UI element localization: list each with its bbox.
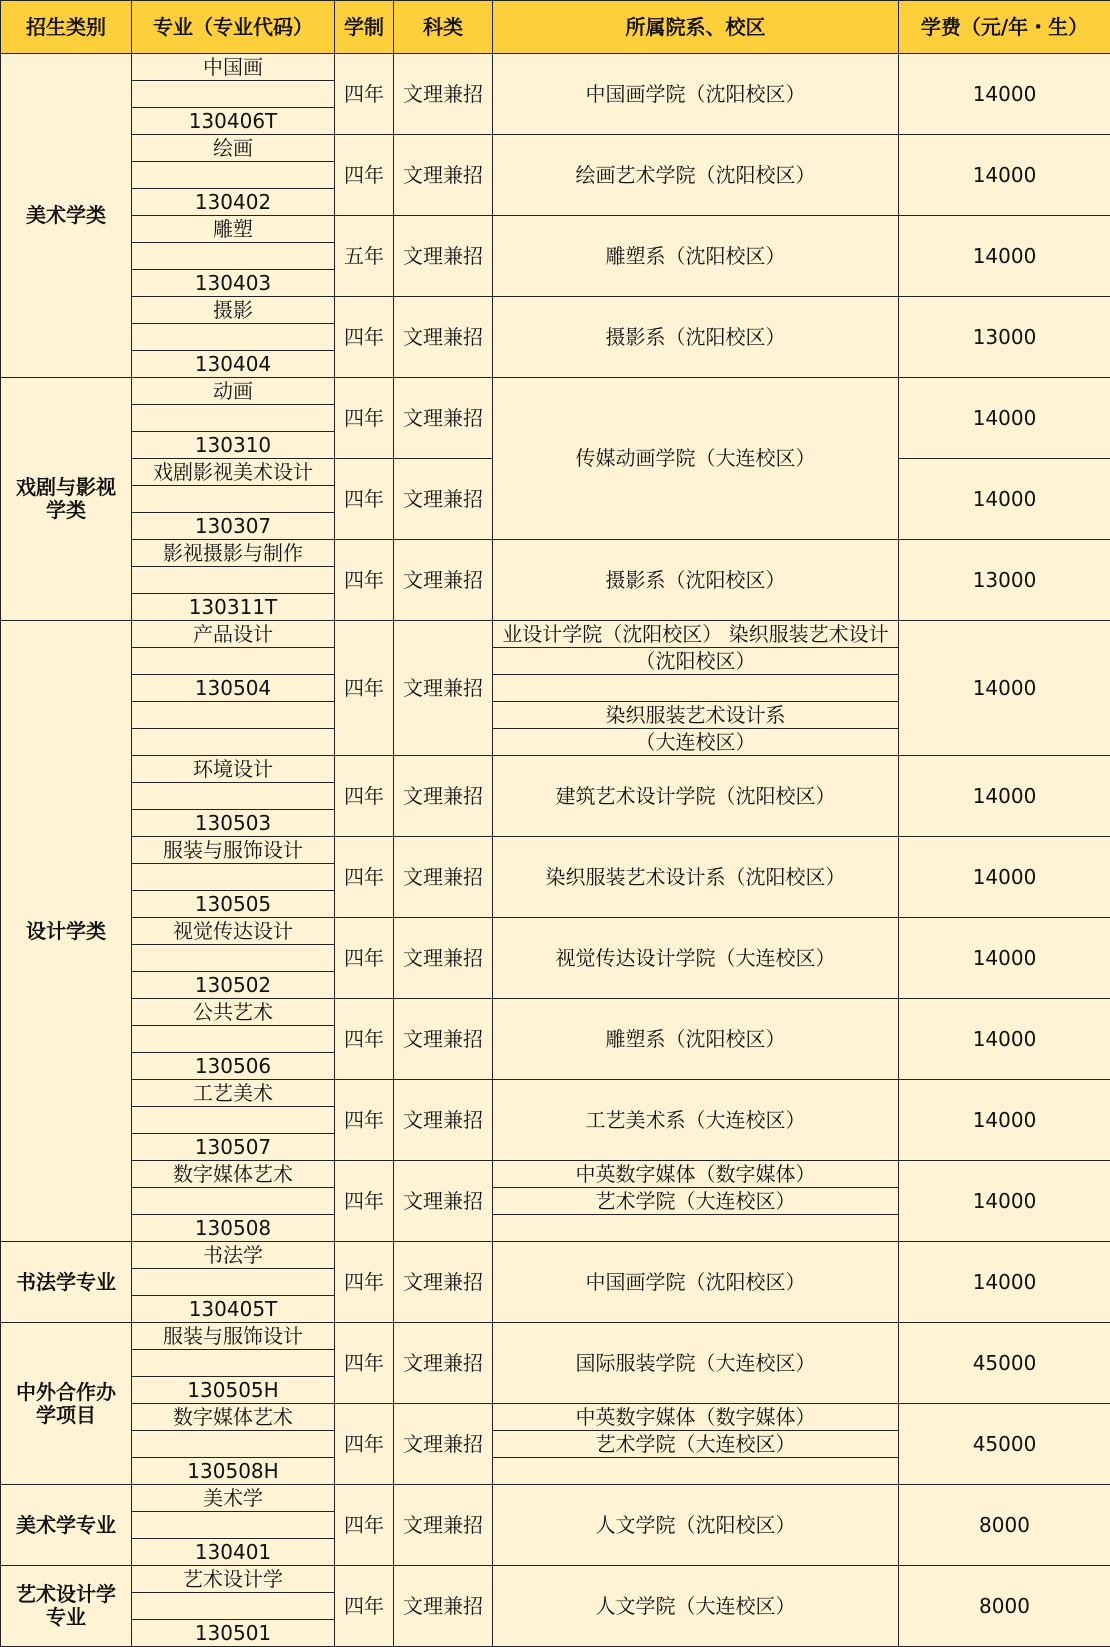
fee-cell: 13000 bbox=[899, 540, 1110, 621]
major-name: 美术学 bbox=[203, 1485, 263, 1510]
subject-cell: 文理兼招 bbox=[394, 1404, 493, 1485]
major-code: 130508H bbox=[132, 1458, 334, 1485]
major-cell bbox=[132, 756, 335, 837]
major-code: 130504 bbox=[132, 675, 334, 702]
major-name: 数字媒体艺术 bbox=[173, 1404, 293, 1429]
table-row bbox=[1, 378, 1110, 459]
major-code: 130307 bbox=[132, 513, 334, 540]
major-cell bbox=[132, 1242, 335, 1323]
duration-cell: 四年 bbox=[335, 135, 394, 216]
fee-cell: 14000 bbox=[899, 999, 1110, 1080]
major-code: 130311T bbox=[132, 594, 334, 621]
duration-cell: 四年 bbox=[335, 459, 394, 540]
major-cell bbox=[132, 378, 335, 459]
fee-cell: 14000 bbox=[899, 918, 1110, 999]
table-row bbox=[1, 621, 1110, 756]
duration-cell: 四年 bbox=[335, 1485, 394, 1566]
major-code: 130505H bbox=[132, 1377, 334, 1404]
fee-cell: 14000 bbox=[899, 1161, 1110, 1242]
subject-cell: 文理兼招 bbox=[394, 135, 493, 216]
fee-cell: 14000 bbox=[899, 756, 1110, 837]
table-row bbox=[1, 1566, 1110, 1647]
department-line: 染织服装艺术设计系 bbox=[493, 702, 898, 729]
table-row bbox=[1, 756, 1110, 837]
header-duration: 学制 bbox=[335, 1, 394, 54]
category-cell: 美术学专业 bbox=[1, 1485, 132, 1566]
fee-cell: 14000 bbox=[899, 837, 1110, 918]
department-line: 中英数字媒体（数字媒体） bbox=[575, 1404, 816, 1429]
category-cell: 艺术设计学专业 bbox=[1, 1566, 132, 1647]
major-name: 工艺美术 bbox=[193, 1080, 273, 1105]
major-name: 艺术设计学 bbox=[183, 1566, 283, 1591]
major-name: 戏剧影视美术设计 bbox=[153, 459, 313, 484]
category-cell: 美术学类 bbox=[1, 54, 132, 378]
major-cell bbox=[132, 1161, 335, 1242]
major-cell bbox=[132, 54, 335, 135]
subject-cell: 文理兼招 bbox=[394, 756, 493, 837]
table-row bbox=[1, 135, 1110, 216]
duration-cell: 五年 bbox=[335, 216, 394, 297]
fee-cell: 14000 bbox=[899, 135, 1110, 216]
subject-cell: 文理兼招 bbox=[394, 1323, 493, 1404]
major-cell bbox=[132, 1323, 335, 1404]
major-code: 130310 bbox=[132, 432, 334, 459]
major-code: 130502 bbox=[132, 972, 334, 999]
table-row bbox=[1, 837, 1110, 918]
department-line bbox=[493, 1458, 898, 1485]
fee-cell: 14000 bbox=[899, 54, 1110, 135]
department-cell: 摄影系（沈阳校区） bbox=[493, 297, 899, 378]
category-cell: 戏剧与影视学类 bbox=[1, 378, 132, 621]
major-cell bbox=[132, 837, 335, 918]
subject-cell: 文理兼招 bbox=[394, 540, 493, 621]
major-code: 130405T bbox=[132, 1296, 334, 1323]
subject-cell: 文理兼招 bbox=[394, 837, 493, 918]
subject-cell: 文理兼招 bbox=[394, 54, 493, 135]
duration-cell: 四年 bbox=[335, 621, 394, 756]
major-name: 公共艺术 bbox=[193, 999, 273, 1024]
department-line bbox=[493, 675, 898, 702]
header-category: 招生类别 bbox=[1, 1, 132, 54]
subject-cell: 文理兼招 bbox=[394, 1485, 493, 1566]
subject-cell: 文理兼招 bbox=[394, 621, 493, 756]
department-cell: 视觉传达设计学院（大连校区） bbox=[493, 918, 899, 999]
department-cell bbox=[493, 1404, 899, 1485]
fee-cell: 14000 bbox=[899, 1242, 1110, 1323]
table-row bbox=[1, 540, 1110, 621]
major-cell bbox=[132, 621, 335, 756]
major-name: 产品设计 bbox=[193, 621, 273, 646]
department-cell: 建筑艺术设计学院（沈阳校区） bbox=[493, 756, 899, 837]
table-row bbox=[1, 216, 1110, 297]
major-cell bbox=[132, 1485, 335, 1566]
department-line: 中英数字媒体（数字媒体） bbox=[575, 1161, 816, 1186]
table-row bbox=[1, 1485, 1110, 1566]
header-row bbox=[1, 1, 1110, 54]
major-code: 130508 bbox=[132, 1215, 334, 1242]
subject-cell: 文理兼招 bbox=[394, 1242, 493, 1323]
department-cell: 中国画学院（沈阳校区） bbox=[493, 54, 899, 135]
department-cell: 国际服装学院（大连校区） bbox=[493, 1323, 899, 1404]
department-cell bbox=[493, 1161, 899, 1242]
table-row bbox=[1, 1161, 1110, 1242]
department-cell: 工艺美术系（大连校区） bbox=[493, 1080, 899, 1161]
fee-cell: 14000 bbox=[899, 459, 1110, 540]
subject-cell: 文理兼招 bbox=[394, 216, 493, 297]
major-code: 130401 bbox=[132, 1539, 334, 1566]
department-cell: 中国画学院（沈阳校区） bbox=[493, 1242, 899, 1323]
major-name: 动画 bbox=[213, 378, 253, 403]
department-cell: 雕塑系（沈阳校区） bbox=[493, 216, 899, 297]
fee-cell: 8000 bbox=[899, 1485, 1110, 1566]
department-cell: 染织服装艺术设计系（沈阳校区） bbox=[493, 837, 899, 918]
department-line: 业设计学院（沈阳校区） 染织服装艺术设计 bbox=[502, 621, 889, 646]
duration-cell: 四年 bbox=[335, 1323, 394, 1404]
duration-cell: 四年 bbox=[335, 837, 394, 918]
fee-cell: 8000 bbox=[899, 1566, 1110, 1647]
major-code: 130505 bbox=[132, 891, 334, 918]
department-cell: 传媒动画学院（大连校区） bbox=[493, 378, 899, 540]
duration-cell: 四年 bbox=[335, 1404, 394, 1485]
fee-cell: 13000 bbox=[899, 297, 1110, 378]
major-code: 130503 bbox=[132, 810, 334, 837]
major-code: 130501 bbox=[132, 1620, 334, 1647]
major-name: 绘画 bbox=[213, 135, 253, 160]
department-cell: 雕塑系（沈阳校区） bbox=[493, 999, 899, 1080]
table-row bbox=[1, 1323, 1110, 1404]
table-row bbox=[1, 999, 1110, 1080]
department-line: （大连校区） bbox=[493, 729, 898, 756]
major-name: 环境设计 bbox=[193, 756, 273, 781]
duration-cell: 四年 bbox=[335, 1566, 394, 1647]
duration-cell: 四年 bbox=[335, 756, 394, 837]
fee-cell: 45000 bbox=[899, 1323, 1110, 1404]
department-cell: 摄影系（沈阳校区） bbox=[493, 540, 899, 621]
department-line: 艺术学院（大连校区） bbox=[493, 1431, 898, 1458]
table-row bbox=[1, 297, 1110, 378]
major-name: 影视摄影与制作 bbox=[163, 540, 303, 565]
department-line: （沈阳校区） bbox=[493, 648, 898, 675]
department-line: 艺术学院（大连校区） bbox=[493, 1188, 898, 1215]
table-row bbox=[1, 1242, 1110, 1323]
major-cell bbox=[132, 297, 335, 378]
fee-cell: 14000 bbox=[899, 216, 1110, 297]
subject-cell: 文理兼招 bbox=[394, 459, 493, 540]
duration-cell: 四年 bbox=[335, 54, 394, 135]
fee-cell: 14000 bbox=[899, 1080, 1110, 1161]
duration-cell: 四年 bbox=[335, 378, 394, 459]
major-code: 130403 bbox=[132, 270, 334, 297]
major-cell bbox=[132, 999, 335, 1080]
table-row bbox=[1, 1404, 1110, 1485]
duration-cell: 四年 bbox=[335, 1080, 394, 1161]
header-department: 所属院系、校区 bbox=[493, 1, 899, 54]
major-cell bbox=[132, 1080, 335, 1161]
major-name: 中国画 bbox=[203, 54, 263, 79]
duration-cell: 四年 bbox=[335, 918, 394, 999]
table-row bbox=[1, 54, 1110, 135]
subject-cell: 文理兼招 bbox=[394, 918, 493, 999]
department-cell: 绘画艺术学院（沈阳校区） bbox=[493, 135, 899, 216]
duration-cell: 四年 bbox=[335, 999, 394, 1080]
subject-cell: 文理兼招 bbox=[394, 1161, 493, 1242]
category-cell: 中外合作办学项目 bbox=[1, 1323, 132, 1485]
major-name: 雕塑 bbox=[213, 216, 253, 241]
major-code: 130506 bbox=[132, 1053, 334, 1080]
subject-cell: 文理兼招 bbox=[394, 999, 493, 1080]
header-major: 专业（专业代码） bbox=[132, 1, 335, 54]
department-cell bbox=[493, 621, 899, 756]
major-code: 130406T bbox=[132, 108, 334, 135]
major-cell bbox=[132, 135, 335, 216]
subject-cell: 文理兼招 bbox=[394, 378, 493, 459]
header-fee: 学费（元/年・生） bbox=[899, 1, 1110, 54]
major-name: 摄影 bbox=[213, 297, 253, 322]
duration-cell: 四年 bbox=[335, 1242, 394, 1323]
major-code: 130402 bbox=[132, 189, 334, 216]
major-code: 130404 bbox=[132, 351, 334, 378]
department-line bbox=[493, 1215, 898, 1242]
major-cell bbox=[132, 216, 335, 297]
major-name: 数字媒体艺术 bbox=[173, 1161, 293, 1186]
department-cell: 人文学院（沈阳校区） bbox=[493, 1485, 899, 1566]
fee-cell: 14000 bbox=[899, 378, 1110, 459]
major-cell bbox=[132, 1566, 335, 1647]
major-name: 书法学 bbox=[203, 1242, 263, 1267]
major-cell bbox=[132, 540, 335, 621]
fee-cell: 45000 bbox=[899, 1404, 1110, 1485]
subject-cell: 文理兼招 bbox=[394, 1080, 493, 1161]
category-cell: 设计学类 bbox=[1, 621, 132, 1242]
major-code: 130507 bbox=[132, 1134, 334, 1161]
subject-cell: 文理兼招 bbox=[394, 297, 493, 378]
header-subject: 科类 bbox=[394, 1, 493, 54]
table-row bbox=[1, 918, 1110, 999]
major-name: 服装与服饰设计 bbox=[163, 837, 303, 862]
category-cell: 书法学专业 bbox=[1, 1242, 132, 1323]
fee-cell: 14000 bbox=[899, 621, 1110, 756]
duration-cell: 四年 bbox=[335, 1161, 394, 1242]
subject-cell: 文理兼招 bbox=[394, 1566, 493, 1647]
major-name: 服装与服饰设计 bbox=[163, 1323, 303, 1348]
duration-cell: 四年 bbox=[335, 540, 394, 621]
major-name: 视觉传达设计 bbox=[173, 918, 293, 943]
duration-cell: 四年 bbox=[335, 297, 394, 378]
major-cell bbox=[132, 918, 335, 999]
table-row bbox=[1, 1080, 1110, 1161]
department-cell: 人文学院（大连校区） bbox=[493, 1566, 899, 1647]
major-cell bbox=[132, 459, 335, 540]
major-cell bbox=[132, 1404, 335, 1485]
